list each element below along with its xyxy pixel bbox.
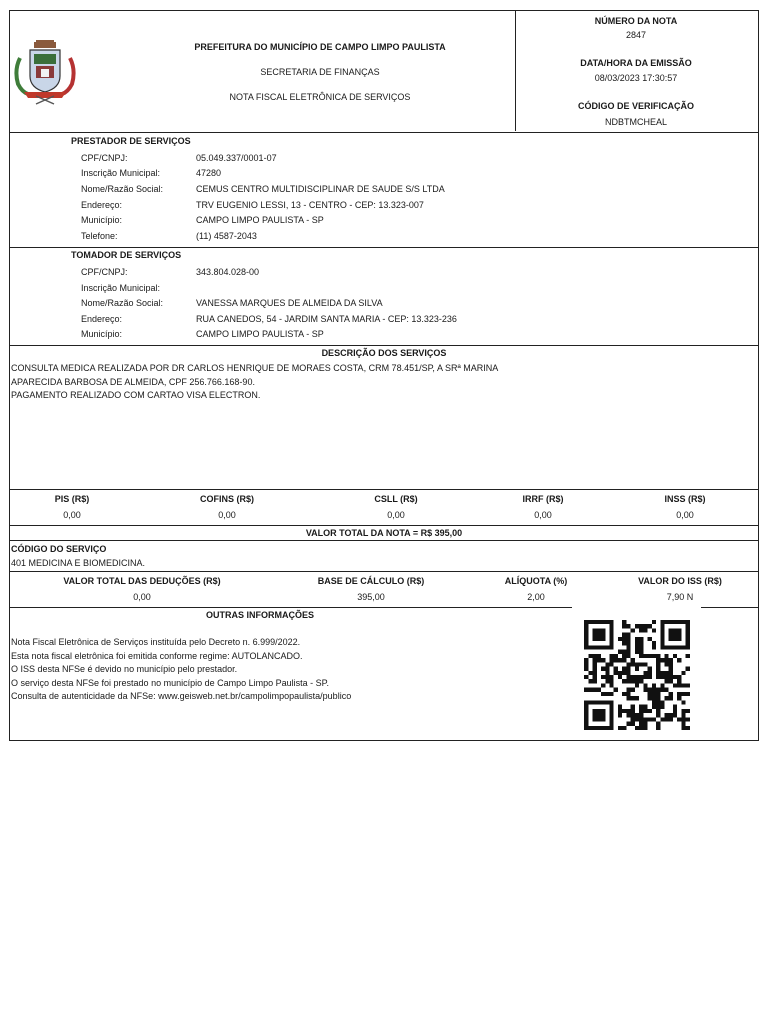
prestador-cnpj-value: 05.049.337/0001-07 — [196, 153, 277, 163]
inss-value: 0,00 — [676, 510, 694, 520]
prestador-endereco-value: TRV EUGENIO LESSI, 13 - CENTRO - CEP: 13.323-007 — [196, 200, 424, 210]
tomador-inscricao-label: Inscrição Municipal: — [81, 283, 161, 293]
aliquota-value: 2,00 — [527, 592, 545, 602]
prestador-inscricao-label: Inscrição Municipal: — [81, 168, 161, 178]
descricao-title: DESCRIÇÃO DOS SERVIÇOS — [321, 348, 447, 358]
tomador-municipio-value: CAMPO LIMPO PAULISTA - SP — [196, 329, 324, 339]
valor-iss-value: 7,90 N — [666, 592, 694, 602]
tomador-cpf-value: 343.804.028-00 — [196, 267, 260, 277]
divider — [10, 540, 758, 541]
divider — [10, 489, 758, 490]
numero-nota-value: 2847 — [625, 30, 647, 40]
prestador-nome-value: CEMUS CENTRO MULTIDISCIPLINAR DE SAUDE S/S LTDA — [196, 184, 445, 194]
cofins-label: COFINS (R$) — [200, 494, 254, 504]
document-type-title: NOTA FISCAL ELETRÔNICA DE SERVIÇOS — [229, 92, 411, 102]
deducoes-value: 0,00 — [133, 592, 151, 602]
base-calculo-value: 395,00 — [357, 592, 385, 602]
divider — [10, 525, 758, 526]
deducoes-label: VALOR TOTAL DAS DEDUÇÕES (R$) — [63, 576, 221, 586]
descricao-line: APARECIDA BARBOSA DE ALMEIDA, CPF 256.766.168-90. — [11, 377, 255, 387]
numero-nota-label: NÚMERO DA NOTA — [594, 16, 678, 26]
prestador-title: PRESTADOR DE SERVIÇOS — [71, 136, 191, 146]
outras-informacoes-title: OUTRAS INFORMAÇÕES — [206, 610, 314, 620]
prestador-cnpj-label: CPF/CNPJ: — [81, 153, 128, 163]
municipality-title: PREFEITURA DO MUNICÍPIO DE CAMPO LIMPO PAULISTA — [194, 42, 446, 52]
cofins-value: 0,00 — [218, 510, 236, 520]
descricao-line: CONSULTA MEDICA REALIZADA POR DR CARLOS HENRIQUE DE MORAES COSTA, CRM 78.451/SP, A SRª MARINA — [11, 363, 499, 373]
prestador-inscricao-value: 47280 — [196, 168, 222, 178]
divider — [10, 345, 758, 346]
codigo-verificacao-value: NDBTMCHEAL — [604, 117, 667, 127]
qr-code-icon — [584, 620, 690, 730]
tomador-endereco-value: RUA CANEDOS, 54 - JARDIM SANTA MARIA - CEP: 13.323-236 — [196, 314, 457, 324]
prestador-municipio-value: CAMPO LIMPO PAULISTA - SP — [196, 215, 324, 225]
divider — [10, 607, 572, 608]
irrf-label: IRRF (R$) — [522, 494, 564, 504]
codigo-servico-label: CÓDIGO DO SERVIÇO — [11, 544, 107, 554]
tomador-nome-value: VANESSA MARQUES DE ALMEIDA DA SILVA — [196, 298, 383, 308]
prestador-telefone-value: (11) 4587-2043 — [196, 231, 257, 241]
prestador-telefone-label: Telefone: — [81, 231, 118, 241]
tomador-municipio-label: Município: — [81, 329, 123, 339]
descricao-line: PAGAMENTO REALIZADO COM CARTAO VISA ELECTRON. — [11, 390, 261, 400]
secretariat-title: SECRETARIA DE FINANÇAS — [260, 67, 380, 77]
valor-total-nota: VALOR TOTAL DA NOTA = R$ 395,00 — [305, 528, 463, 538]
tomador-endereco-label: Endereço: — [81, 314, 123, 324]
pis-label: PIS (R$) — [54, 494, 90, 504]
outras-info-line: O serviço desta NFSe foi prestado no município de Campo Limpo Paulista - SP. — [11, 678, 329, 688]
pis-value: 0,00 — [63, 510, 81, 520]
valor-iss-label: VALOR DO ISS (R$) — [638, 576, 722, 586]
aliquota-label: ALÍQUOTA (%) — [504, 576, 568, 586]
tomador-cpf-label: CPF/CNPJ: — [81, 267, 128, 277]
irrf-value: 0,00 — [534, 510, 552, 520]
codigo-verificacao-label: CÓDIGO DE VERIFICAÇÃO — [577, 101, 694, 111]
divider — [10, 132, 758, 133]
codigo-servico-value: 401 MEDICINA E BIOMEDICINA. — [11, 558, 146, 568]
municipal-coat-of-arms-icon — [12, 40, 78, 106]
outras-info-line: O ISS desta NFSe é devido no município pelo prestador. — [11, 664, 238, 674]
divider — [10, 571, 758, 572]
outras-info-line: Esta nota fiscal eletrônica foi emitida conforme regime: AUTOLANCADO. — [11, 651, 303, 661]
tomador-title: TOMADOR DE SERVIÇOS — [71, 250, 182, 260]
csll-label: CSLL (R$) — [374, 494, 418, 504]
header-divider — [515, 11, 516, 131]
csll-value: 0,00 — [387, 510, 405, 520]
base-calculo-label: BASE DE CÁLCULO (R$) — [317, 576, 425, 586]
inss-label: INSS (R$) — [664, 494, 706, 504]
data-emissao-value: 08/03/2023 17:30:57 — [594, 73, 678, 83]
divider — [10, 247, 758, 248]
outras-info-line: Consulta de autenticidade da NFSe: www.geisweb.net.br/campolimpopaulista/publico — [11, 691, 352, 701]
outras-info-line: Nota Fiscal Eletrônica de Serviços instituída pelo Decreto n. 6.999/2022. — [11, 637, 301, 647]
prestador-nome-label: Nome/Razão Social: — [81, 184, 164, 194]
prestador-endereco-label: Endereço: — [81, 200, 123, 210]
prestador-municipio-label: Município: — [81, 215, 123, 225]
tomador-nome-label: Nome/Razão Social: — [81, 298, 164, 308]
divider — [701, 607, 758, 608]
data-emissao-label: DATA/HORA DA EMISSÃO — [580, 58, 692, 68]
